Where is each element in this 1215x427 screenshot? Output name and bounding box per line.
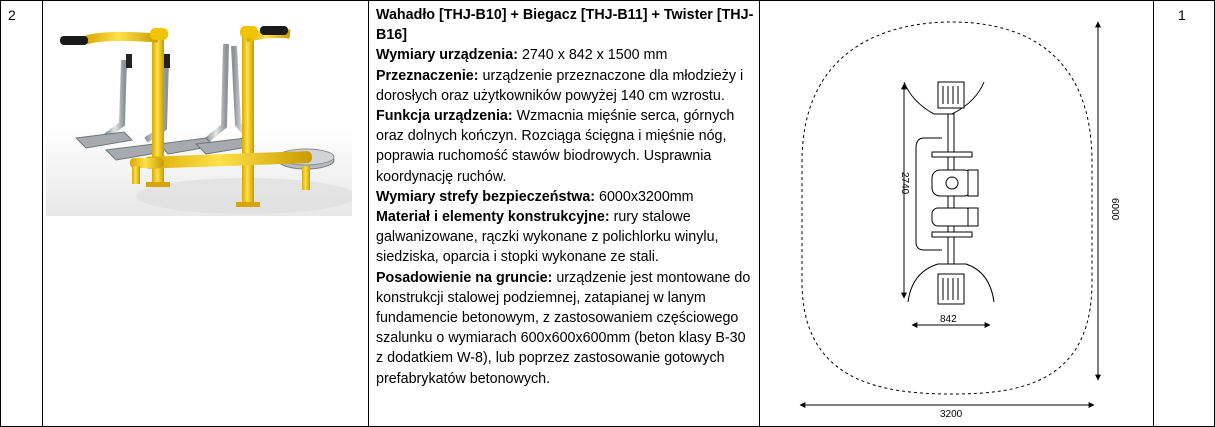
- spec-value: 6000x3200mm: [595, 188, 694, 205]
- spec-value: urządzenie jest montowane do konstrukcji stalowej podziemnej, zatapianej w lanym fundamencie betonowym, z zastosowaniem częściowego szalunku o wymiarach 600x600x600mm (beton klasy B-30 z dodatkiem W-8), lub poprzez zastosowanie gotowych prefabrykatów betonowych.: [376, 269, 751, 387]
- spec-value: urządzenie przeznaczone dla młodzieży i dorosłych oraz użytkowników powyżej 140 cm wzrostu.: [376, 67, 744, 104]
- product-title: Wahadło [THJ-B10] + Biegacz [THJ-B11] + Twister [THJ-B16]: [376, 7, 754, 44]
- quantity: 1: [1178, 7, 1186, 23]
- row-index: 2: [8, 7, 16, 23]
- spec-label: Przeznaczenie:: [376, 67, 479, 84]
- spec-value: rury stalowe galwanizowane, rączki wykonane z polichlorku winylu, siedziska, oparcia i stopki wykonane ze stali.: [376, 209, 719, 266]
- column-divider: [42, 0, 43, 427]
- table-border-left: [0, 0, 1, 427]
- device-plan: [904, 82, 994, 304]
- technical-drawing: [762, 2, 1172, 424]
- spec-materials: [376, 207, 756, 268]
- spec-label: Funkcja urządzenia:: [376, 108, 513, 125]
- spec-label: Posadowienie na gruncie:: [376, 269, 553, 286]
- spec-installation: [376, 268, 756, 389]
- column-divider: [759, 0, 760, 427]
- column-divider: [368, 0, 369, 427]
- spec-safety-zone: [376, 187, 756, 207]
- zone-width-label: 3200: [940, 409, 963, 420]
- spec-purpose: [376, 66, 756, 106]
- spec-dimensions: [376, 45, 756, 65]
- product-description: [376, 5, 756, 389]
- spec-value: Wzmacnia mięśnie serca, górnych oraz dolnych kończyn. Rozciąga ścięgna i mięśnie nóg, poprawia ruchomość stawów biodrowych. Usprawnia koordynację ruchów.: [376, 108, 735, 185]
- spec-label: Wymiary urządzenia:: [376, 47, 518, 64]
- device-length-label: 2740: [899, 172, 910, 195]
- spec-label: Wymiary strefy bezpieczeństwa:: [376, 188, 596, 205]
- spec-value: 2740 x 842 x 1500 mm: [517, 47, 668, 64]
- spec-label: Materiał i elementy konstrukcyjne:: [376, 209, 610, 226]
- product-photo: [46, 6, 352, 216]
- spec-function: [376, 106, 756, 187]
- table-border-top: [0, 0, 1215, 1]
- device-width-label: 842: [940, 314, 957, 325]
- zone-length-label: 6000: [1109, 198, 1120, 221]
